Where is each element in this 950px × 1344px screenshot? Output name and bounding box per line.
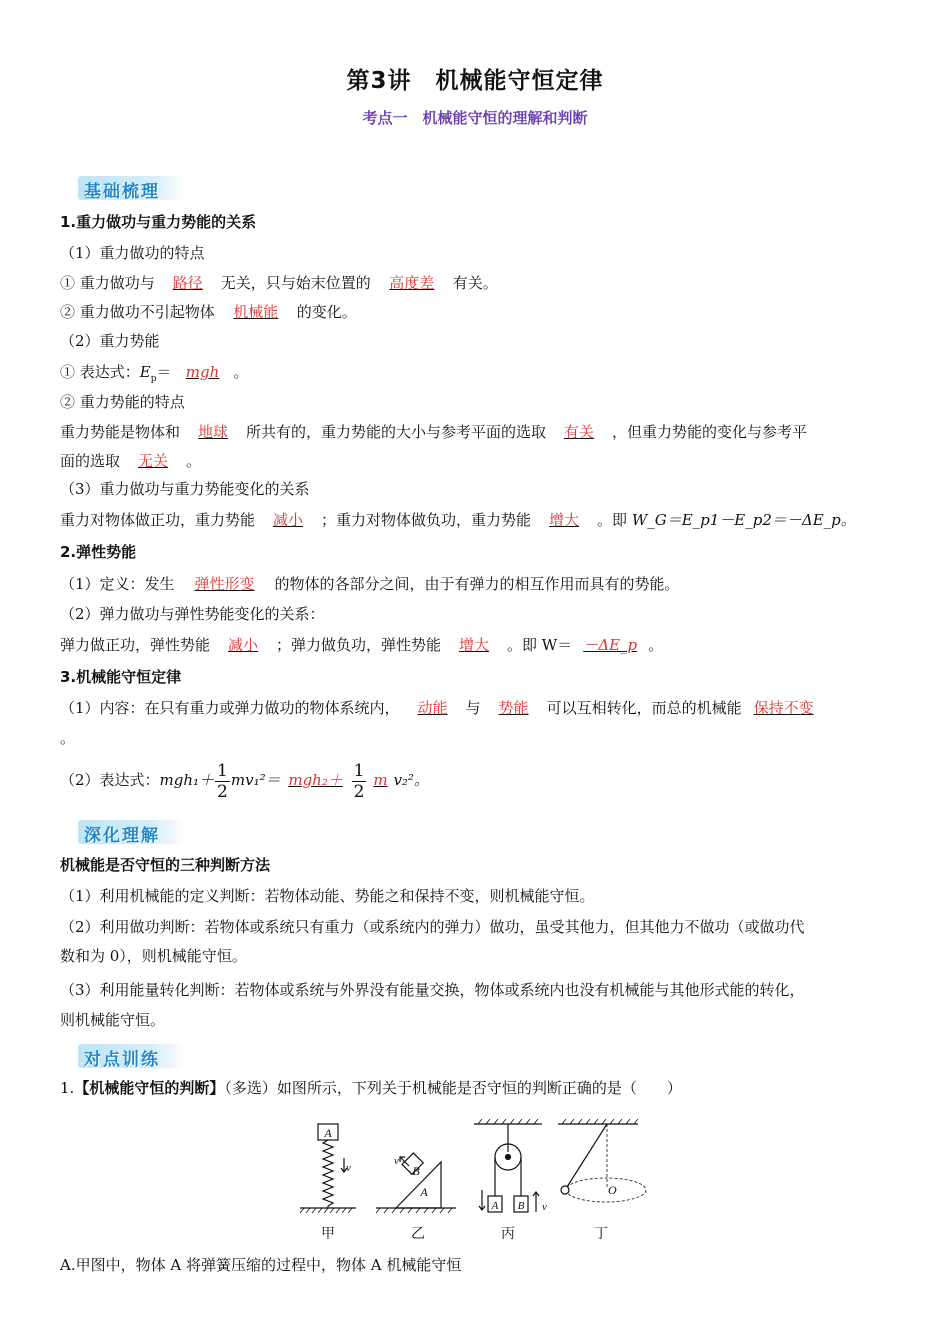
answer-blank: 动能 [417, 699, 448, 717]
section-heading: 机械能是否守恒的三种判断方法 [60, 856, 271, 874]
spring [323, 1140, 333, 1206]
text-line: 面的选取 无关 。 [60, 452, 202, 470]
answer-blank: 弹性形变 [194, 575, 255, 593]
answer-blank: m [373, 771, 388, 789]
text-line: 重力势能是物体和 地球 所共有的，重力势能的大小与参考平面的选取 有关 ，但重力势能的变化与参考平 [60, 423, 808, 441]
circular-path [566, 1178, 646, 1202]
figure-label: 丁 [594, 1227, 608, 1242]
figure-label: 丙 [501, 1227, 515, 1242]
page-subtitle: 考点一 机械能守恒的理解和判断 [362, 109, 588, 127]
formula: W_G＝E_p1－E_p2＝－ΔE_p。 [631, 511, 856, 529]
section-banner-basics: 基础梳理 [78, 176, 186, 200]
section-heading: 2.弹性势能 [60, 543, 137, 561]
answer-blank: 地球 [198, 423, 229, 441]
svg-text:B: B [517, 1200, 525, 1212]
text-line: 数和为 0），则机械能守恒。 [60, 947, 247, 965]
text-line: （1）重力做功的特点 [60, 244, 205, 262]
text-line: （1）内容：在只有重力或弹力做功的物体系统内， 动能 与 势能 可以互相转化，而总的机械能 保持不变 [60, 698, 826, 718]
formula-line: （2）表达式：mgh₁＋ $\frac{1}{2}$ mv₁²＝ mgh₂＋ $\frac{1}{2}$ m v₂²。 [60, 758, 429, 802]
answer-blank: 势能 [498, 699, 529, 717]
text-line: （2）重力势能 [60, 332, 160, 350]
answer-blank: 增大 [549, 511, 580, 529]
answer-blank: 增大 [459, 636, 490, 654]
physics-figure [296, 1114, 666, 1249]
text-line: 弹力做正功，弹性势能 减小 ；弹力做负功，弹性势能 增大 。即 W＝ －ΔE_p 。 [60, 636, 664, 654]
text-line: （2）弹力做功与弹性势能变化的关系： [60, 605, 325, 623]
answer-blank: 有关 [564, 423, 595, 441]
svg-text:O: O [608, 1183, 617, 1197]
answer-blank: mgh₂＋ [288, 771, 343, 789]
text-line: ② 重力势能的特点 [60, 393, 185, 411]
svg-text:v: v [346, 1162, 351, 1174]
text-line: ① 表达式：$E_p=$ mgh 。 [60, 363, 249, 384]
section-heading: 1.重力做功与重力势能的关系 [60, 213, 257, 231]
page-title: 第3讲 机械能守恒定律 [346, 68, 604, 94]
svg-text:v: v [542, 1201, 547, 1213]
figure-label: 乙 [411, 1227, 425, 1242]
answer-blank: 保持不变 [753, 699, 814, 717]
fraction: $\frac{1}{2}$ [217, 760, 228, 802]
svg-text:A: A [491, 1200, 499, 1212]
text-line: ① 重力做功与 路径 无关，只与始末位置的 高度差 有关。 [60, 274, 498, 292]
answer-blank: 无关 [138, 452, 169, 470]
answer-blank: 路径 [172, 274, 203, 292]
question-1: 1.【机械能守恒的判断】（多选）如图所示，下列关于机械能是否守恒的判断正确的是（ ） [60, 1079, 682, 1097]
svg-text:A: A [324, 1126, 332, 1140]
svg-text:v: v [394, 1155, 399, 1167]
text-line: （1）利用机械能的定义判断：若物体动能、势能之和保持不变，则机械能守恒。 [60, 887, 595, 905]
pendulum-string [567, 1124, 607, 1187]
fraction: $\frac{1}{2}$ [353, 760, 365, 802]
figure-label: 甲 [321, 1227, 335, 1242]
text-line: 重力对物体做正功，重力势能 减小 ；重力对物体做负功，重力势能 增大 。即 W_G＝E_p1－E_p2＝－ΔE_p。 [60, 511, 856, 529]
text-line: （1）定义：发生 弹性形变 的物体的各部分之间，由于有弹力的相互作用而具有的势能。 [60, 575, 680, 593]
answer-blank: mgh [185, 363, 220, 381]
text-line: ② 重力做功不引起物体 机械能 的变化。 [60, 303, 357, 321]
pendulum-bob [561, 1186, 569, 1194]
answer-blank: －ΔE_p [583, 636, 638, 654]
section-heading: 3.机械能守恒定律 [60, 668, 182, 686]
svg-text:A: A [420, 1185, 428, 1199]
section-banner-practice: 对点训练 [78, 1044, 186, 1068]
svg-text:B: B [412, 1164, 420, 1178]
option-a: A.甲图中，物体 A 将弹簧压缩的过程中，物体 A 机械能守恒 [60, 1256, 462, 1274]
section-banner-deep: 深化理解 [78, 820, 186, 844]
answer-blank: 机械能 [233, 303, 279, 321]
answer-blank: 高度差 [389, 274, 435, 292]
answer-blank: 减小 [228, 636, 259, 654]
text-line: 。 [60, 729, 76, 747]
text-line: （3）重力做功与重力势能变化的关系 [60, 480, 310, 498]
text-line: （2）利用做功判断：若物体或系统只有重力（或系统内的弹力）做功，虽受其他力，但其他力不做功（或做功代 [60, 918, 805, 936]
answer-blank: 减小 [273, 511, 304, 529]
text-line: 则机械能守恒。 [60, 1011, 166, 1029]
text-line: （3）利用能量转化判断：若物体或系统与外界没有能量交换，物体或系统内也没有机械能与其他形式能的转化， [60, 981, 805, 999]
